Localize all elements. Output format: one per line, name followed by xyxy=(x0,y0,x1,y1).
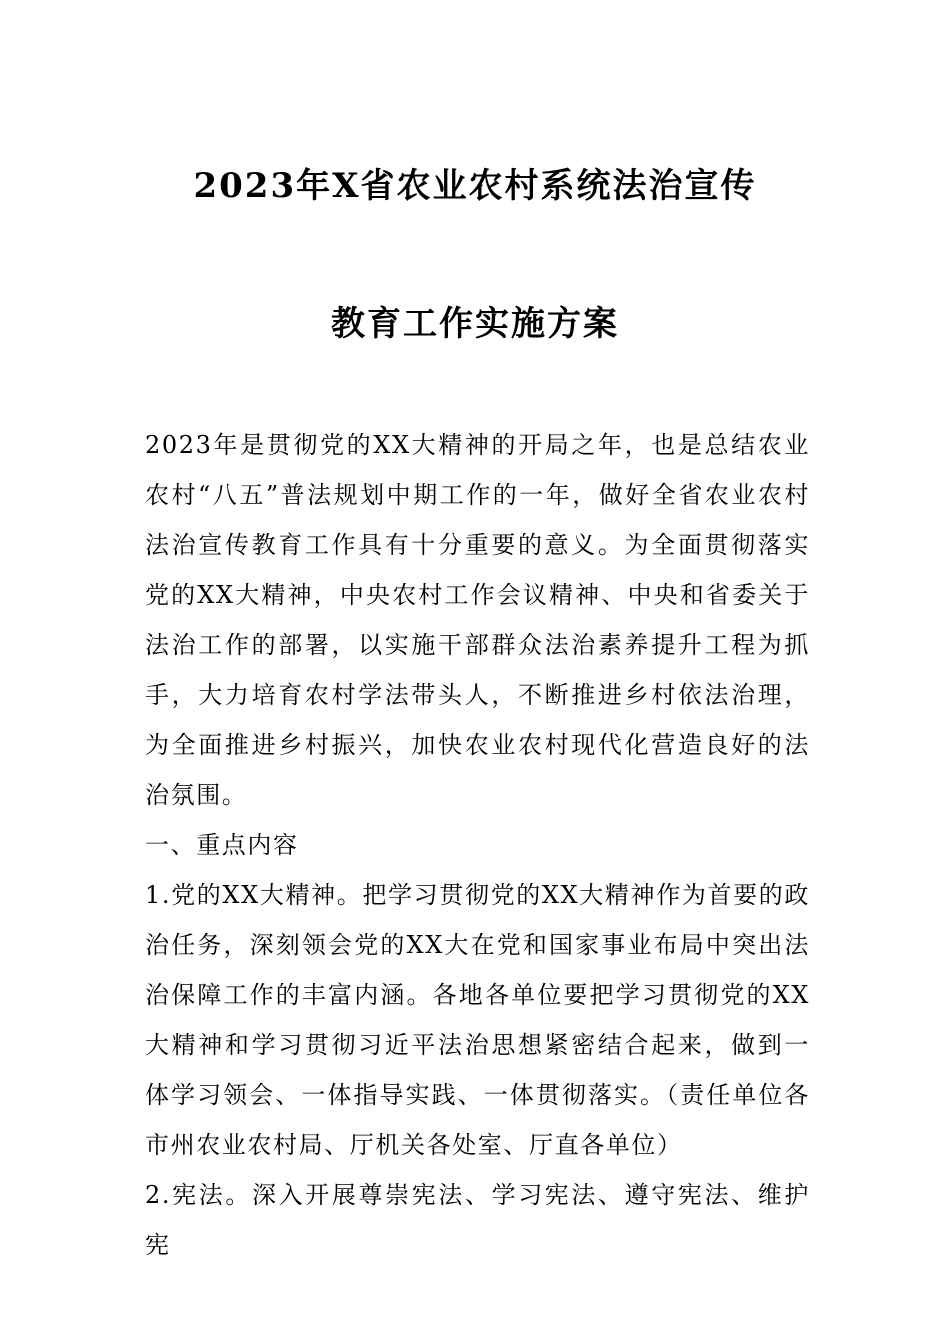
document-title-line-2: 教育工作实施方案 xyxy=(331,304,619,344)
item-2-paragraph: 2.宪法。深入开展尊崇宪法、学习宪法、遵守宪法、维护宪 xyxy=(145,1181,810,1259)
section-heading-key-content: 一、重点内容 xyxy=(145,831,299,859)
document-title-line-1: 2023年X省农业农村系统法治宣传 xyxy=(193,166,757,206)
item-1-paragraph: 1.党的XX大精神。把学习贯彻党的XX大精神作为首要的政治任务，深刻领会党的XX大在党和国家事业布局中突出法治保障工作的丰富内涵。各地各单位要把学习贯彻党的XX大精神和学习贯彻习近平法治思想紧密结合起来，做到一体学习领会、一体指导实践、一体贯彻落实。（责任单位各市州农业农村局、厅机关各处室、厅直各单位） xyxy=(145,881,810,1159)
intro-paragraph: 2023年是贯彻党的XX大精神的开局之年，也是总结农业农村“八五”普法规划中期工作的一年，做好全省农业农村法治宣传教育工作具有十分重要的意义。为全面贯彻落实党的XX大精神，中央农村工作会议精神、中央和省委关于法治工作的部署，以实施干部群众法治素养提升工程为抓手，大力培育农村学法带头人，不断推进乡村依法治理，为全面推进乡村振兴，加快农业农村现代化营造良好的法治氛围。 xyxy=(145,431,810,809)
document-body xyxy=(145,420,810,1270)
